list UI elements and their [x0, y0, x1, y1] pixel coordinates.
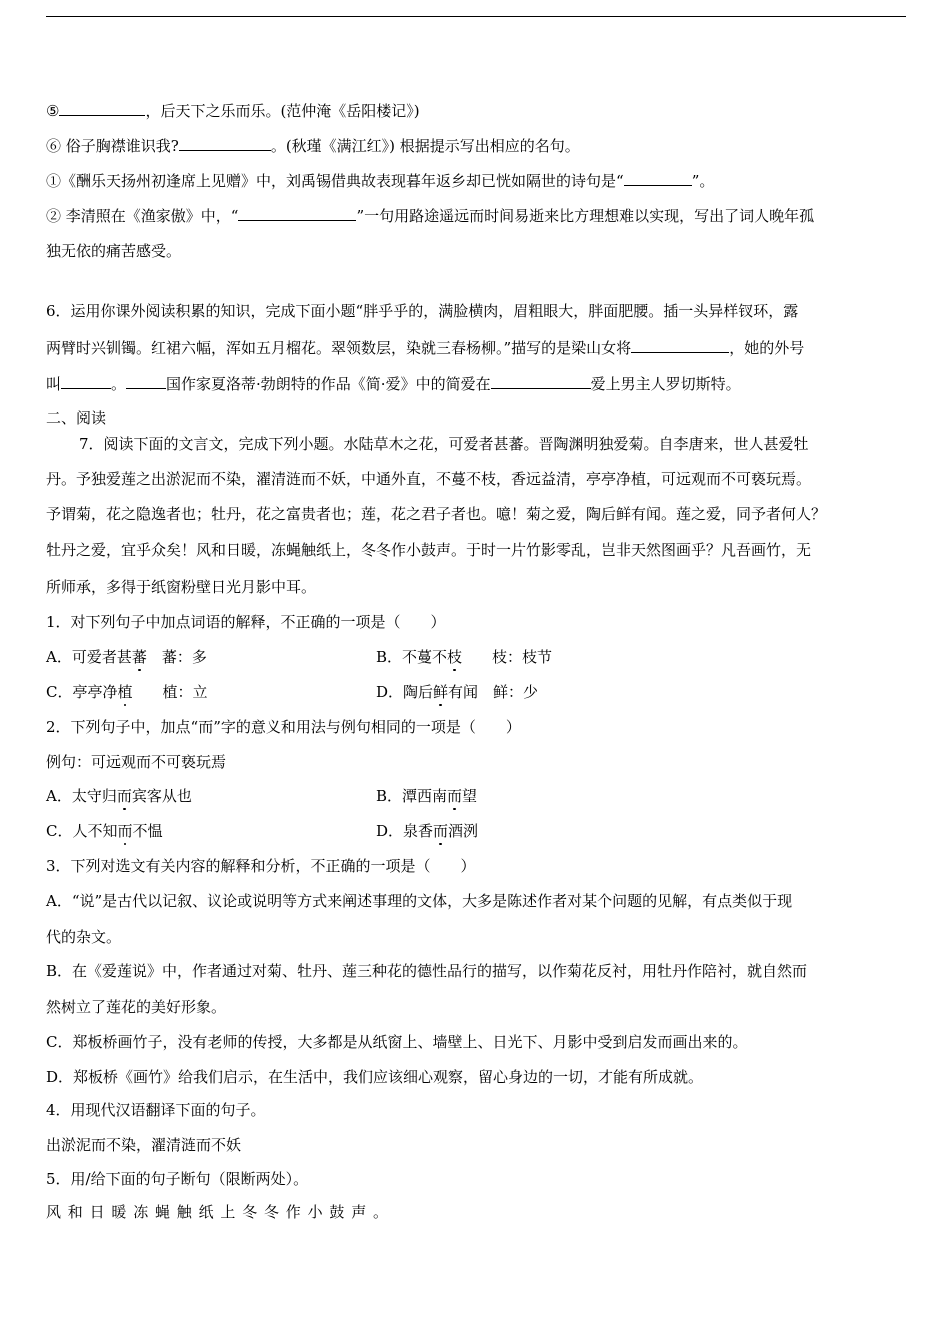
question-6-line-3: 叫 。 国作家夏洛蒂·勃朗特的作品《简·爱》中的简爱在 爱上男主人罗切斯特。 — [46, 375, 741, 393]
example-sentence: 例句：可远观而不可亵玩焉 — [46, 753, 227, 771]
prompt-line-1: ①《酬乐天扬州初逢席上见赠》中，刘禹锡借典故表现暮年返乡却已恍如隔世的诗句是“ ”。 — [46, 172, 715, 190]
option-row-2 — [46, 681, 908, 703]
section-heading-reading: 二、阅读 — [46, 409, 107, 427]
subquestion-5: 5．用/给下面的句子断句（限断两处）。 — [46, 1170, 309, 1188]
subquestion-4: 4．用现代汉语翻译下面的句子。 — [46, 1101, 266, 1119]
translate-sentence: 出淤泥而不染，濯清涟而不妖 — [46, 1136, 242, 1154]
passage-line-5: 所师承，多得于纸窗粉壁日光月影中耳。 — [46, 578, 317, 596]
option-3a-line-1: A．“说”是古代以记叙、议论或说明等方式来阐述事理的文体，大多是陈述作者对某个问题的见解，有点类似于现 — [46, 892, 793, 910]
option-3d: D．郑板桥《画竹》给我们启示，在生活中，我们应该细心观察，留心身边的一切，才能有所成就。 — [46, 1068, 704, 1086]
option-c: C．人不知而不愠 — [46, 822, 163, 840]
option-b: B．不蔓不枝 枝：枝节 — [376, 648, 553, 666]
answer-blank — [126, 374, 166, 389]
option-3a-line-2: 代的杂文。 — [46, 928, 122, 946]
option-row-3 — [46, 785, 908, 807]
answer-blank — [179, 136, 271, 151]
question-line-6: ⑥ 俗子胸襟谁识我? 。(秋瑾《满江红》) 根据提示写出相应的名句。 — [46, 137, 580, 155]
option-3b-line-1: B．在《爱莲说》中，作者通过对菊、牡丹、莲三种花的德性品行的描写，以作菊花反衬，用牡丹作陪衬，就自然而 — [46, 962, 808, 980]
punctuate-sentence: 风和日暖冻蝇触纸上冬冬作小鼓声。 — [46, 1203, 395, 1221]
option-row-4 — [46, 820, 908, 842]
question-line-5: ⑤ ，后天下之乐而乐。(范仲淹《岳阳楼记》) — [46, 102, 420, 120]
option-3b-line-2: 然树立了莲花的美好形象。 — [46, 998, 227, 1016]
passage-line-2: 丹。予独爱莲之出淤泥而不染，濯清涟而不妖，中通外直，不蔓不枝，香远益清，亭亭净植，可远观而不可亵玩焉。 — [46, 470, 812, 488]
question-6-line-1: 6．运用你课外阅读积累的知识，完成下面小题“胖乎乎的，满脸横肉，眉粗眼大，胖面肥腰。插一头异样钗环，露 — [46, 302, 799, 320]
option-a: A．太守归而宾客从也 — [46, 787, 192, 805]
answer-blank — [624, 171, 692, 186]
answer-blank — [61, 374, 111, 389]
option-3c: C．郑板桥画竹子，没有老师的传授，大多都是从纸窗上、墙壁上、日光下、月影中受到启发而画出来的。 — [46, 1033, 748, 1051]
subquestion-3: 3．下列对选文有关内容的解释和分析，不正确的一项是（ ） — [46, 857, 476, 875]
subquestion-2: 2．下列句子中，加点“而”字的意义和用法与例句相同的一项是（ ） — [46, 718, 521, 736]
header-rule — [46, 16, 906, 17]
prompt-line-2: ② 李清照在《渔家傲》中，“ ”一句用路途遥远而时间易逝来比方理想难以实现，写出了词人晚年孤 — [46, 207, 815, 225]
passage-line-3: 予谓菊，花之隐逸者也；牡丹，花之富贵者也；莲，花之君子者也。噫！菊之爱，陶后鲜有闻。莲之爱，同予者何人？ — [46, 505, 827, 523]
option-b: B．潭西南而望 — [376, 787, 478, 805]
passage-line-1: 7．阅读下面的文言文，完成下列小题。水陆草木之花，可爱者甚蕃。晋陶渊明独爱菊。自李唐来，世人甚爱牡 — [79, 435, 809, 453]
option-d: D．泉香而酒洌 — [376, 822, 479, 840]
answer-blank — [59, 101, 145, 116]
prompt-line-2-cont: 独无依的痛苦感受。 — [46, 242, 182, 260]
option-c: C．亭亭净植 植：立 — [46, 683, 208, 701]
question-6-line-2: 两臂时兴钏镯。红裙六幅，浑如五月榴花。翠领数层，染就三春杨柳。”描写的是梁山女将 ，她的外号 — [46, 339, 805, 357]
answer-blank — [491, 374, 591, 389]
answer-blank — [238, 206, 356, 221]
option-d: D．陶后鲜有闻 鲜：少 — [376, 683, 539, 701]
passage-line-4: 牡丹之爱，宜乎众矣！风和日暖，冻蝇触纸上，冬冬作小鼓声。于时一片竹影零乱，岂非天然图画乎？凡吾画竹，无 — [46, 541, 812, 559]
option-row-1 — [46, 646, 908, 668]
subquestion-1: 1．对下列句子中加点词语的解释，不正确的一项是（ ） — [46, 613, 446, 631]
option-a: A．可爱者甚蕃 蕃：多 — [46, 648, 207, 666]
answer-blank — [631, 338, 729, 353]
